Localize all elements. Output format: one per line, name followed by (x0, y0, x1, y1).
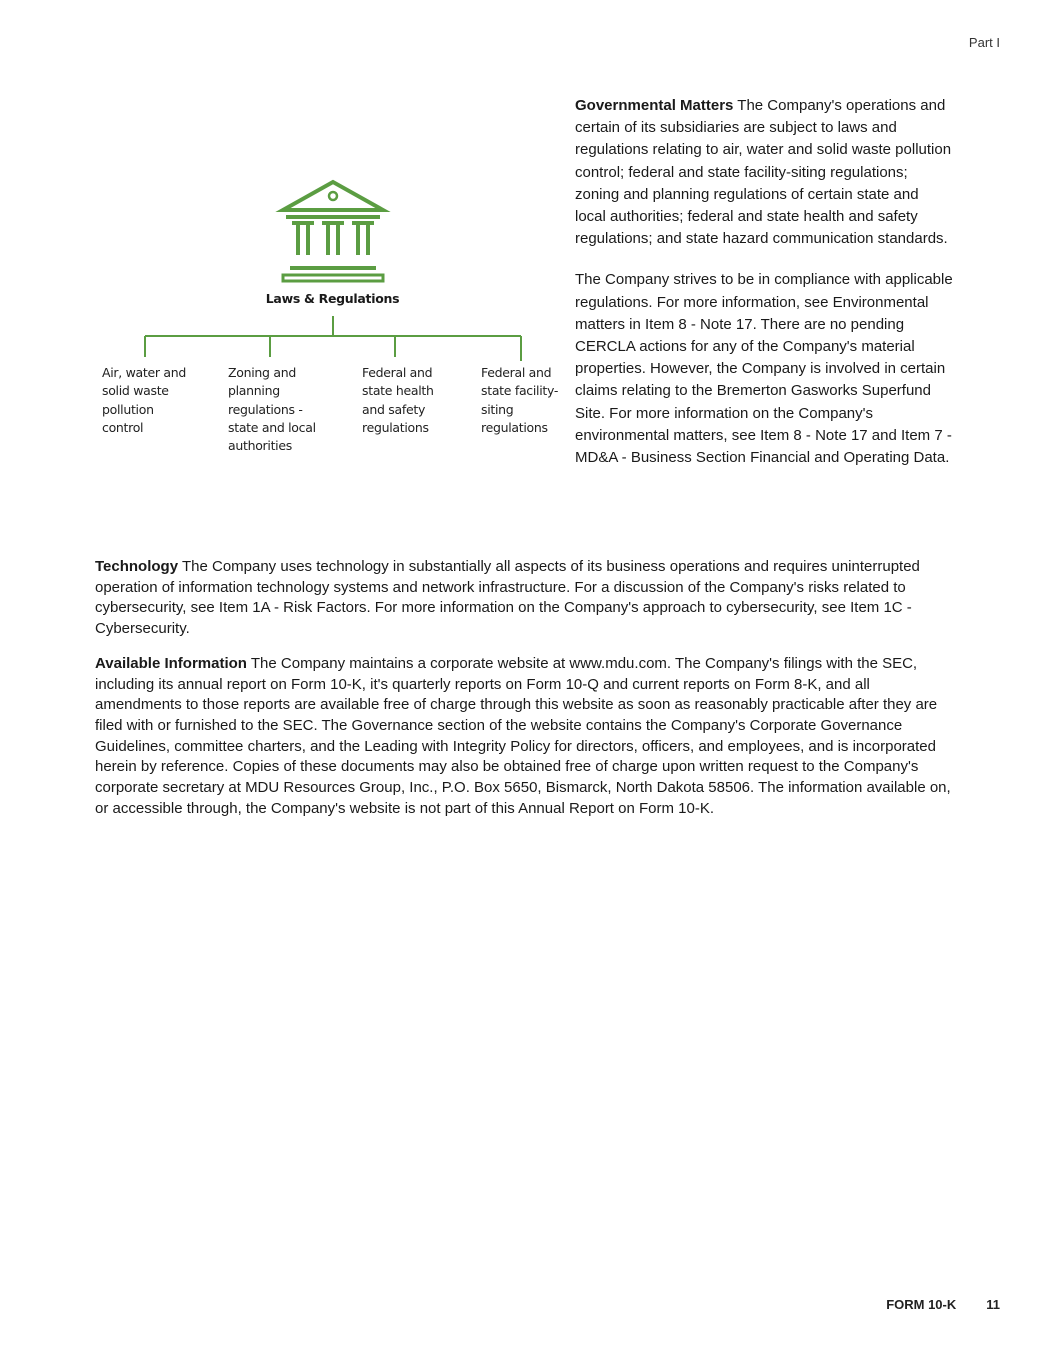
diagram-branch: Federal and state health and safety regulations (362, 365, 434, 435)
laws-regulations-diagram (90, 170, 570, 470)
footer-form-label: FORM 10-K (886, 1297, 957, 1312)
page-header-part: Part I (968, 35, 1000, 50)
diagram-branch: Air, water and solid waste pollution control (102, 365, 187, 435)
available-information-heading: Available Information (95, 654, 247, 672)
governmental-matters-section (575, 95, 953, 488)
technology-heading: Technology (95, 558, 179, 575)
page-number: 11 (986, 1297, 1000, 1312)
diagram-branch: Federal and state facility-siting regulations (481, 365, 559, 435)
diagram-title: Laws & Regulations (265, 291, 400, 306)
diagram-connectors (145, 316, 521, 361)
governmental-matters-heading: Governmental Matters (575, 97, 734, 114)
available-information-text: The Company maintains a corporate website at www.mdu.com. The Company's filings with the SEC, including its annual report on Form 10-K, it's quarterly reports on Form 10-Q and current reports on Form 8-K, and all amendments to those reports are available free of charge through this website as soon as reasonably practicable after they are filed with or furnished to the SEC. The Governance section of the website contains the Company's Corporate Governance Guidelines, committee charters, and the Leading with Integrity Policy for directors, officers, and employees, and is incorporated herein by reference. Copies of these documents may also be obtained free of charge upon written request to the Company's corporate secretary at MDU Resources Group, Inc., P.O. Box 5650, Bismarck, North Dakota 58506. The information available on, or accessible through, the Company's website is not part of this Annual Report on Form 10-K. (95, 654, 951, 817)
technology-text: The Company uses technology in substantially all aspects of its business operations and requires uninterrupted operation of information technology systems and network infrastructure. For a discussion of the Company's risks related to cybersecurity, see Item 1A - Risk Factors. For more information on the Company's approach to cybersecurity, see Item 1C - Cybersecurity. (95, 558, 920, 638)
page-footer (856, 1297, 1000, 1312)
compliance-paragraph: The Company strives to be in compliance with applicable regulations. For more information, see Environmental matters in Item 8 - Note 17. There are no pending CERCLA actions for any of the Company's material properties. However, the Company is involved in certain claims relating to the Bremerton Gasworks Superfund Site. For more information on the Company's environmental matters, see Item 8 - Note 17 and Item 7 - MD&A - Business Section Financial and Operating Data. (575, 271, 953, 467)
body-section (95, 557, 955, 833)
governmental-matters-text: The Company's operations and certain of its subsidiaries are subject to laws and regulations relating to air, water and solid waste pollution control; federal and state facility-siting regulations; zoning and planning regulations of certain state and local authorities; federal and state health and safety regulations; and state hazard communication standards. (575, 97, 952, 248)
diagram-branch: Zoning and planning regulations - state and local authorities (228, 365, 316, 454)
